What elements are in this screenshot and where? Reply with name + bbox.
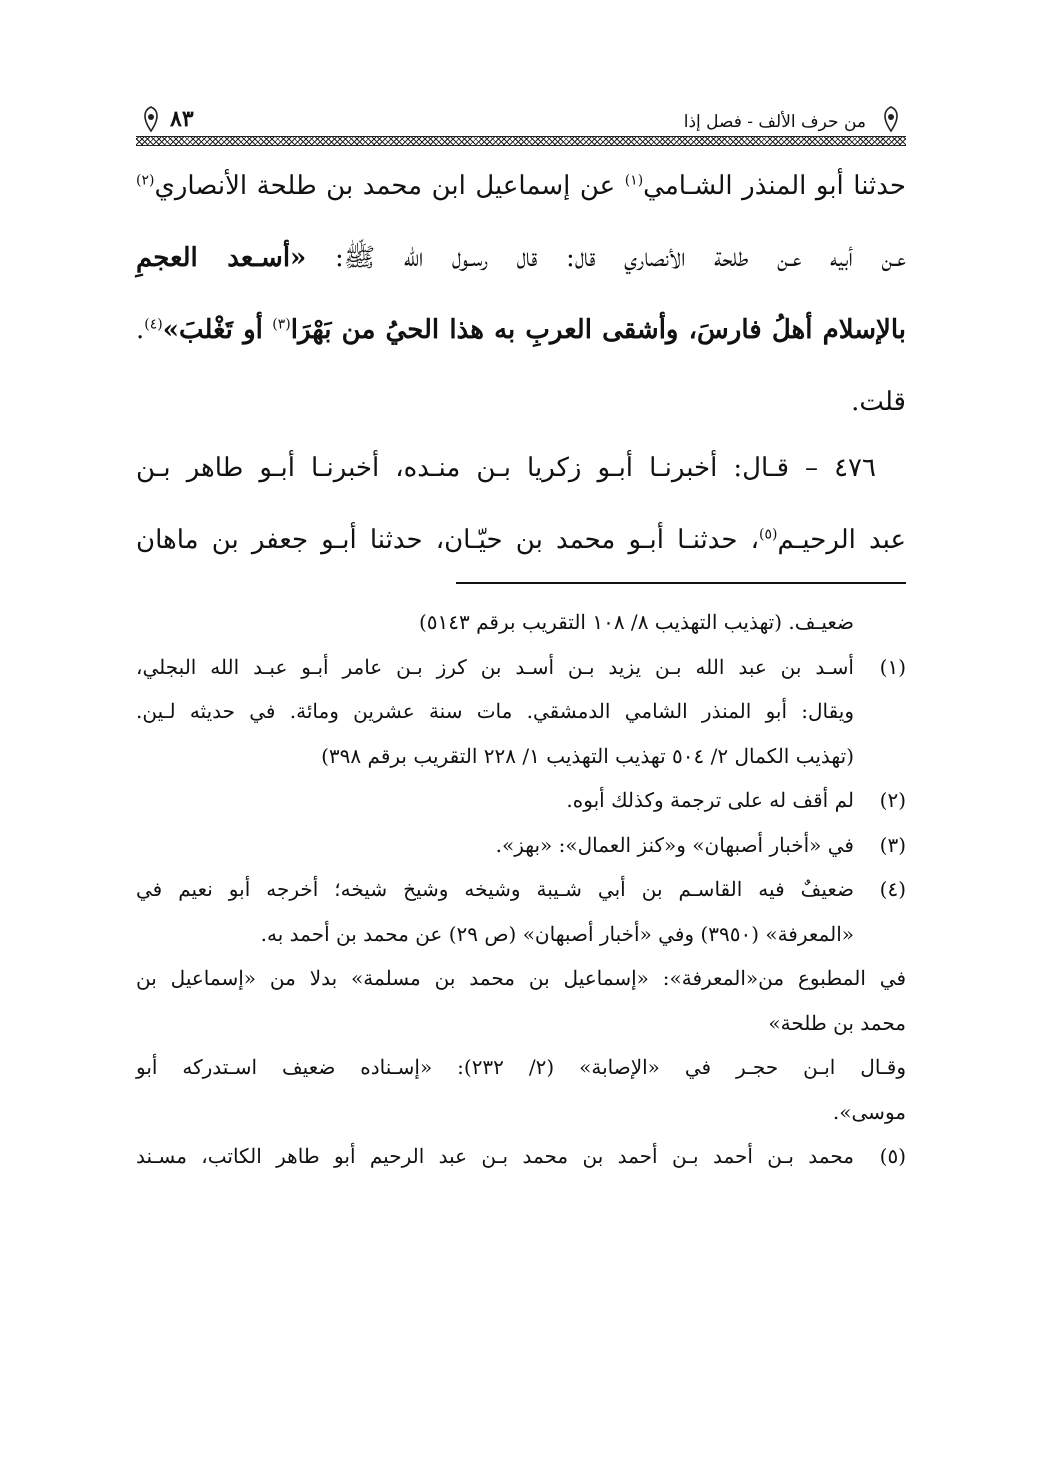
page-header bbox=[136, 100, 906, 140]
footnote-line: موسى». bbox=[832, 1099, 906, 1124]
footnote-carry: ضعيـف. (تهذيب التهذيب ٨/ ١٠٨ التقريب برقم ٥١٤٣) bbox=[418, 610, 854, 634]
ornament-right-icon bbox=[876, 104, 906, 134]
header-rule bbox=[136, 136, 906, 146]
footnote-2: (٢)لم أقف له على ترجمة وكذلك أبوه. bbox=[566, 788, 906, 812]
footnote-line: وقـال ابـن حجـر في «الإصابة» (٢/ ٢٣٢): «إسـناده ضعيف اسـتدركه أبو bbox=[136, 1055, 906, 1079]
footnotes bbox=[136, 600, 906, 1179]
footnote-3: (٣)في «أخبار أصبهان» و«كنز العمال»: «بهز». bbox=[495, 832, 906, 857]
footnote-line: محمد بن طلحة» bbox=[768, 1010, 906, 1035]
text-line: ٤٧٦ – قـال: أخبرنـا أبـو زكريا بـن منـده، أخبرنـا أبـو طاهر بـن bbox=[136, 453, 876, 483]
footnote-line: (تهذيب الكمال ٢/ ٥٠٤ تهذيب التهذيب ١/ ٢٢٨ التقريب برقم ٣٩٨) bbox=[321, 743, 854, 768]
footnote-line: ويقال: أبو المنذر الشامي الدمشقي. مات سنة عشرين ومائة. في حديثه لـين. bbox=[136, 699, 854, 723]
text-line: حدثنا أبو المنذر الشـامي$^{(١)}$ عن إسماعيل ابن محمد بن طلحة الأنصاري$^{(٢)}$ bbox=[136, 171, 907, 201]
page-number: ٨٣ bbox=[170, 106, 194, 132]
text-line: عـن أبيه عـن طلحة الأنصاري قال: قال رسـول الله ﷺ: «أسـعد العجمِ bbox=[136, 243, 906, 273]
header-title: من حرف الألف - فصل إذا bbox=[683, 112, 866, 132]
footnote-5: (٥)محمد بـن أحمد بـن أحمد بن محمد بـن عبد الرحيم أبو طاهر الكاتب، مسـند bbox=[136, 1144, 906, 1168]
ornament-left-icon bbox=[136, 104, 166, 134]
text-line: بالإسلام أهلُ فارسَ، وأشقى العربِ به هذا الحيُ من بَهْرَا$^{(٣)}$ أو تَغْلبَ»$^{(٤)}$. bbox=[136, 315, 907, 345]
text-line: قلت. bbox=[851, 387, 906, 417]
main-text bbox=[136, 150, 906, 438]
footnote-4: (٤)ضعيفٌ فيه القاسـم بن أبي شـيبة وشيخه وشيخ شيخه؛ أخرجه أبو نعيم في bbox=[136, 877, 906, 901]
hadith-476 bbox=[136, 432, 906, 576]
footnote-line: في المطبوع من«المعرفة»: «إسماعيل بن محمد بن مسلمة» بدلا من «إسماعيل بن bbox=[136, 966, 906, 990]
footnote-line: «المعرفة» (٣٩٥٠) وفي «أخبار أصبهان» (ص ٢٩) عن محمد بن أحمد به. bbox=[260, 921, 854, 946]
footnote-separator bbox=[456, 582, 906, 584]
footnote-1: (١)أسـد بن عبد الله بـن يزيد بـن أسـد بن كرز بـن عامر أبـو عبـد الله البجلي، bbox=[136, 654, 906, 679]
text-line: عبد الرحيـم$^{(٥)}$، حدثنـا أبـو محمد بن حيّـان، حدثنا أبـو جعفر بن ماهان bbox=[136, 525, 907, 555]
